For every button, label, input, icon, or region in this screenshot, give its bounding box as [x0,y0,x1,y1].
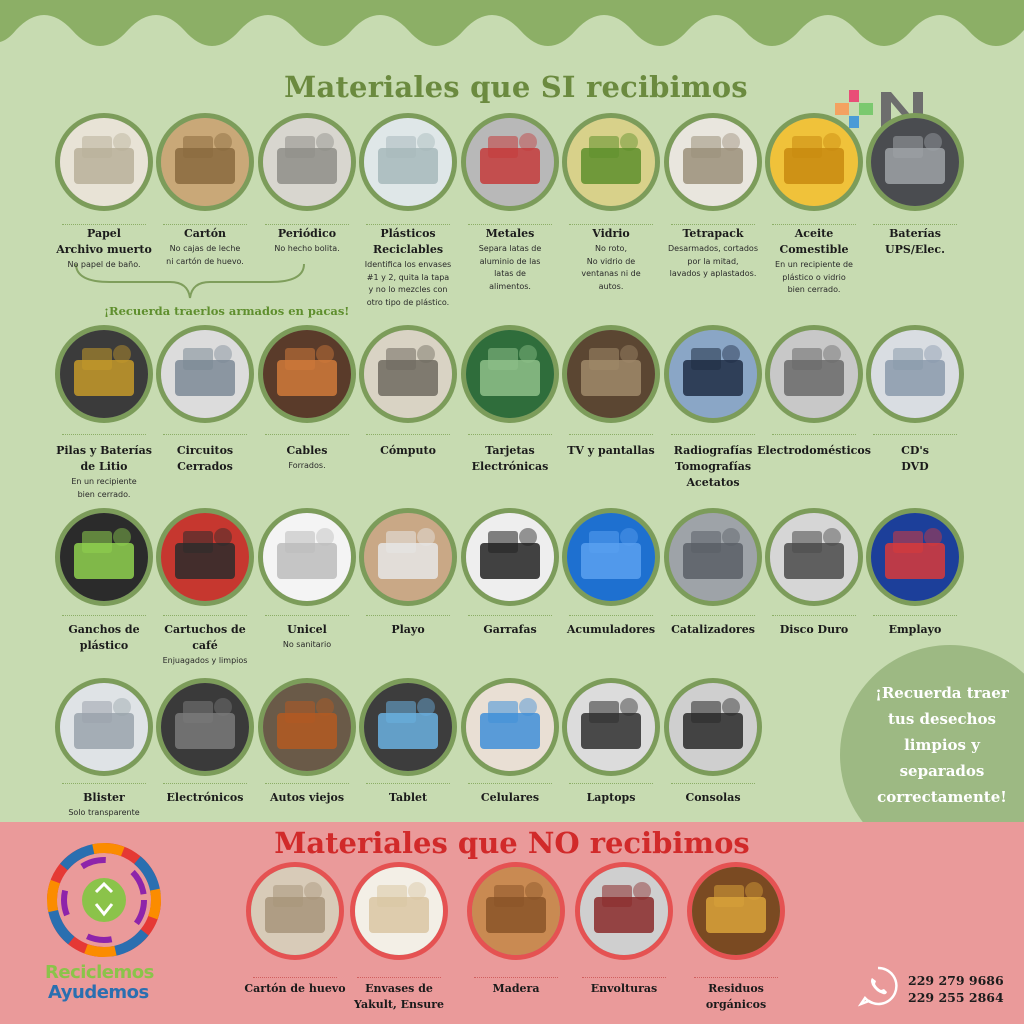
material-photo [246,862,344,960]
phone-number-1[interactable]: 229 279 9686 [908,973,1004,988]
dotted-divider [265,615,349,616]
material-photo [687,862,785,960]
phone-icon [857,965,899,1007]
pacas-reminder: ¡Recuerda traerlos armados en pacas! [104,304,350,318]
material-note: No sanitario [282,640,332,649]
material-photo [258,325,356,423]
material-label: Baterías UPS/Elec. [885,227,945,256]
material-label: Autos viejos [269,791,345,804]
phone-number-2[interactable]: 229 255 2864 [908,990,1004,1005]
cd-icon [871,330,959,418]
dotted-divider [163,434,247,435]
dotted-divider [694,977,778,978]
material-photo [258,113,356,211]
hard-drive-icon [770,513,858,601]
material-label: Laptops [586,791,636,804]
dotted-divider [62,224,146,225]
wood-icon [472,867,560,955]
material-label: Acumuladores [566,623,656,636]
dotted-divider [671,224,755,225]
dotted-divider [253,977,337,978]
appliances-icon [770,330,858,418]
coffee-capsules-icon [161,513,249,601]
material-label: CD's DVD [901,444,929,473]
material-photo [866,508,964,606]
laptop-icon [567,683,655,771]
material-note: Enjuagados y limpios [162,656,248,665]
dotted-divider [265,224,349,225]
batteries-icon [60,330,148,418]
yakult-bottle-icon [355,867,443,955]
organic-waste-icon [692,867,780,955]
material-label: Playo [391,623,425,636]
material-note: Desarmados, cortados por la mitad, lavados y aplastados. [668,244,758,278]
material-label: TV y pantallas [567,444,655,457]
ups-battery-icon [871,118,959,206]
material-note: Forrados. [288,461,326,470]
dotted-divider [873,434,957,435]
accepted-title: Materiales que SI recibimos [284,70,748,104]
dotted-divider [772,224,856,225]
material-label: Radiografías Tomografías Acetatos [673,444,753,489]
material-label: Tetrapack [682,227,744,240]
material-photo [258,508,356,606]
material-label: Ganchos de plástico [68,623,140,652]
xray-icon [669,330,757,418]
dotted-divider [163,783,247,784]
dotted-divider [873,615,957,616]
dotted-divider [671,434,755,435]
cans-icon [466,118,554,206]
phone-numbers [908,972,1004,1006]
decorative-wave [0,0,1024,70]
styrofoam-icon [263,513,351,601]
cables-icon [263,330,351,418]
material-label: Envolturas [590,982,658,995]
cctv-camera-icon [161,330,249,418]
dotted-divider [366,434,450,435]
material-photo [562,508,660,606]
material-photo [866,325,964,423]
material-note: Separa latas de aluminio de las latas de alimentos. [478,244,542,291]
console-icon [669,683,757,771]
material-photo [467,862,565,960]
material-label: Cartón de huevo [244,982,346,995]
material-label: Residuos orgánicos [705,982,767,1011]
stretch-film-icon [364,513,452,601]
tetrapack-icon [669,118,757,206]
material-photo [461,325,559,423]
material-photo [461,678,559,776]
dotted-divider [772,434,856,435]
material-photo [258,678,356,776]
material-photo [359,113,457,211]
material-photo [664,508,762,606]
jugs-icon [466,513,554,601]
reminder-bubble-text: ¡Recuerda traer tus desechos limpios y separados correctamente! [875,684,1009,806]
material-note: Identifica los envases #1 y 2, quita la tapa y no lo mezcles con otro tipo de plástico. [364,260,452,307]
material-photo [575,862,673,960]
material-label: Cables [286,444,328,457]
material-label: Consolas [685,791,741,804]
material-label: Celulares [480,791,540,804]
material-label: Metales [485,227,535,240]
oil-bottles-icon [770,118,858,206]
material-label: Circuitos Cerrados [176,444,234,473]
dotted-divider [468,434,552,435]
material-label: Pilas y Baterías de Litio [56,444,152,473]
tv-icon [567,330,655,418]
material-photo [866,113,964,211]
dotted-divider [163,224,247,225]
material-label: Vidrio [592,227,630,240]
dotted-divider [62,615,146,616]
material-label: Blister [83,791,125,804]
dotted-divider [366,224,450,225]
material-note: No hecho bolita. [274,244,340,253]
material-label: Electrodomésticos [757,444,871,457]
blister-icon [60,683,148,771]
dotted-divider [62,783,146,784]
dotted-divider [357,977,441,978]
material-photo [55,325,153,423]
material-label: Madera [492,982,540,995]
material-note: No cajas de leche ni cartón de huevo. [166,244,244,266]
reciclemos-logo-icon [40,838,170,960]
material-photo [664,678,762,776]
brand-line-2: Ayudemos [48,982,149,1003]
crate-icon [567,513,655,601]
material-photo [765,325,863,423]
material-note: En un recipiente de plástico o vidrio bien cerrado. [775,260,853,294]
material-photo [156,678,254,776]
dotted-divider [468,783,552,784]
material-label: Catalizadores [671,623,755,636]
paper-stack-icon [60,118,148,206]
material-photo [359,678,457,776]
egg-carton-icon [251,867,339,955]
material-photo [562,678,660,776]
material-photo [562,325,660,423]
electronics-icon [161,683,249,771]
material-photo [55,678,153,776]
material-label: Plásticos Reciclables [372,227,444,256]
dotted-divider [582,977,666,978]
dotted-divider [366,783,450,784]
material-photo [765,113,863,211]
material-photo [156,113,254,211]
material-label: Disco Duro [779,623,849,636]
tablet-icon [364,683,452,771]
material-photo [156,508,254,606]
material-label: Emplayo [888,623,942,636]
rejected-title: Materiales que NO recibimos [274,826,750,860]
material-photo [765,508,863,606]
material-note: En un recipiente bien cerrado. [71,477,137,499]
glass-bottles-icon [567,118,655,206]
material-label: Electrónicos [166,791,244,804]
dotted-divider [671,615,755,616]
computer-icon [364,330,452,418]
material-photo [359,325,457,423]
material-label: Papel Archivo muerto [56,227,152,256]
material-note: No papel de baño. [67,260,141,269]
material-label: Cartón [183,227,227,240]
dotted-divider [163,615,247,616]
material-label: Tablet [388,791,428,804]
material-photo [55,508,153,606]
newspaper-icon [263,118,351,206]
material-photo [664,113,762,211]
dotted-divider [569,615,653,616]
wrappers-icon [580,867,668,955]
material-photo [664,325,762,423]
old-car-icon [263,683,351,771]
material-label: Envases de Yakult, Ensure [353,982,445,1011]
material-label: Tarjetas Electrónicas [471,444,549,473]
film-rolls-icon [871,513,959,601]
plastic-bottles-icon [364,118,452,206]
material-label: Cómputo [380,444,436,457]
dotted-divider [569,783,653,784]
material-label: Aceite Comestible [779,227,849,256]
dotted-divider [265,434,349,435]
dotted-divider [468,224,552,225]
material-note: Solo transparente [68,808,140,817]
dotted-divider [873,224,957,225]
material-photo [461,508,559,606]
catalyst-icon [669,513,757,601]
dotted-divider [569,434,653,435]
material-photo [350,862,448,960]
dotted-divider [265,783,349,784]
material-photo [156,325,254,423]
dotted-divider [671,783,755,784]
dotted-divider [569,224,653,225]
material-label: Unicel [287,623,327,636]
material-note: No roto, No vidrio de ventanas ni de autos. [581,244,641,291]
hangers-icon [60,513,148,601]
material-label: Cartuchos de café [164,623,246,652]
dotted-divider [772,615,856,616]
circuit-board-icon [466,330,554,418]
material-photo [55,113,153,211]
dotted-divider [366,615,450,616]
material-photo [562,113,660,211]
material-label: Garrafas [483,623,537,636]
dotted-divider [62,434,146,435]
brand-line-1: Reciclemos [45,962,154,983]
dotted-divider [468,615,552,616]
material-label: Periódico [277,227,337,240]
material-photo [461,113,559,211]
dotted-divider [474,977,558,978]
phone-device-icon [466,683,554,771]
material-photo [359,508,457,606]
cardboard-icon [161,118,249,206]
